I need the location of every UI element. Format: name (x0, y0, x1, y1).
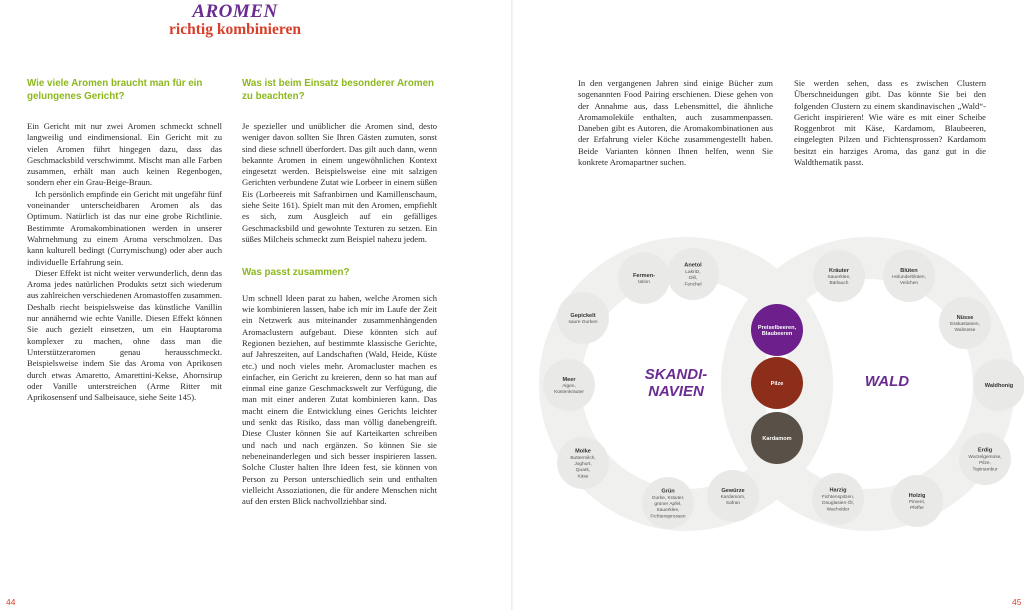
shared-node-preiselbeeren (751, 304, 803, 356)
cluster-node-right-harzig (812, 473, 864, 525)
cluster-node-right-holzig (891, 475, 943, 527)
paragraph: Sie werden sehen, dass es zwischen Clustern Überschneidungen gibt. Das könnte Sie bei den folgenden Clustern zu einem skandinavischen „Wald“-Gericht inspirieren! Wie wäre es mit einer Scheibe Roggenbrot mit Käse, Kardamom, Blaubeeren, eingelegten Pilzen und Fichtensprossen? Kardamom besitzt ein harziges Aroma, das ganz gut in die Waldthematik passt. (794, 78, 986, 168)
node-item: Wacholder (826, 507, 850, 513)
node-item: Bärlauch (829, 281, 849, 287)
forest-cluster-label: WALD (864, 373, 910, 390)
cluster-node-left-fermen (618, 252, 670, 304)
node-item: Käse (577, 474, 589, 480)
node-item: Safran (725, 501, 741, 507)
cluster-node-left-gew-rze (707, 470, 759, 522)
cluster-node-left-molke (557, 437, 609, 489)
cluster-label-line: SKANDI- (644, 366, 708, 383)
node-title: Grün (661, 488, 675, 495)
node-item: Pilze, (979, 461, 991, 467)
cluster-node-right-n-sse (939, 297, 991, 349)
node-title: Anetol (684, 262, 702, 269)
paragraph: Um schnell Ideen parat zu haben, welche Aromen sich wie kombinieren lassen, habe ich mir im Laufe der Zeit ein Netzwerk aus miteinander zusammenhängenden Aromaclustern aufgebaut. Diese könnten sich auf Regionen beziehen, auf bestimmte klassische Gerichte, auf Jahreszeiten, auf Landschaften (Wald, Heide, Küste etc.) und noch vieles mehr. Aromacluster machen es einfacher, ein Gericht zu kreieren, denn so hat man auf einmal eine ganze Geschmackswelt zur Verfügung, die man mit einer anderen Zutat kombinieren kann. Das macht einem die Entwicklung eines Gerichts leichter und senkt das Risiko, dass man völlig danebengreift. Diese Cluster können Sie auf Karteikarten schreiben und nach und nach ergänzen. So können Sie sie nebeneinanderlegen und sich besser inspirieren lassen. Solche Cluster halten Ihre Ideen fest, sie können von Person zu Person unterschiedlich sein und enthalten vielleicht Assoziationen, die für andere Menschen nicht auf den ersten Blick nachvollziehbar sind. (242, 292, 437, 507)
node-item: Fichtensprossen (650, 514, 686, 520)
node-item: Buttermilch, (570, 455, 596, 461)
node-title: Fermen- (632, 272, 656, 279)
node-item: Holunderblüten, (892, 275, 926, 280)
page-number-right: 45 (1012, 597, 1022, 607)
shared-node-label: Blaubeeren (761, 331, 793, 338)
node-title: Holzig (908, 492, 926, 499)
node-item: Topinambur (972, 467, 998, 473)
node-item: Quark, (575, 468, 591, 474)
node-item: Walnüsse (954, 328, 976, 334)
node-item: saure Gurken (568, 320, 598, 326)
node-item: Sauerklee, (827, 275, 851, 280)
node-item: Lakritz, (685, 269, 701, 275)
shared-node-label: Kardamom (762, 436, 792, 442)
paragraph: Dieser Effekt ist nicht weiter verwunderlich, denn das Aroma jedes natürlichen Produkts setzt sich wiederum aus zahlreichen verschiedenen Aromastoffen zusammen. Deshalb riecht beispielsweise das künstliche Vanillin nur annähernd wie echte Vanille. Diesen Effekt können Sie auch gezielt einsetzen, um ein Hauptaroma komplexer zu machen, ohne dass man die Unterstützeraromen genau herausschmeckt. Beispielsweise indem Sie das Aroma von Aprikosen durch etwas Amaretto, Amarettini-Kekse, Ahornsirup oder Vanille unterstreichen (Arme Ritter mit Aprikosensenf und Salbeisauce, siehe Seite 145). (27, 267, 222, 403)
page-title-line1: AROMEN (192, 1, 278, 22)
cluster-node-right-erdig (959, 433, 1011, 485)
node-item: Veilchen (899, 281, 919, 287)
cluster-node-right-kr-uter (813, 250, 865, 302)
node-item: Dill, (689, 276, 697, 282)
page-number-left: 44 (6, 597, 16, 607)
node-item: Sauerklee, (656, 508, 680, 514)
shared-node-label: Pilze (770, 381, 784, 387)
cluster-node-left-meer (543, 359, 595, 411)
node-item: Fichtenspitzen, (821, 494, 855, 500)
paragraph: In den vergangenen Jahren sind einige Bücher zum sogenannten Food Pairing erschienen. Diese gehen von der Annahme aus, dass Lebensmittel, die ähnliche Aromamoleküle enthalten, auch zusammenpassen. Daneben gibt es Autoren, die Aromakombinationen aus der Erfahrung vieler Köche zusammengestellt haben. Beide Varianten können Ihnen helfen, wenn Sie konkrete Aromapartner suchen. (578, 78, 773, 168)
cluster-label-line: NAVIEN (648, 383, 704, 400)
node-item: Douglasien-Öl, (822, 501, 854, 507)
page-title-line2: richtig kombinieren (169, 21, 301, 38)
node-item: Fenchel (684, 282, 702, 288)
node-item: Joghurt, (574, 462, 592, 467)
node-title: Kräuter (829, 267, 849, 274)
node-item: Kardamom, (720, 495, 746, 500)
node-item: Pfeffer (909, 506, 925, 512)
node-item: Piment, (908, 500, 926, 505)
node-item: Algen, (562, 384, 576, 389)
section-heading-what-fits: Was passt zusammen? (242, 267, 350, 279)
node-item: Gurke, Kräuter, (651, 495, 685, 501)
node-title: Molke (575, 448, 591, 455)
cluster-node-right-waldhonig (973, 359, 1024, 411)
node-item: Esskastanien, (950, 322, 980, 327)
shared-node-kardamom (751, 412, 803, 464)
node-title: Meer (562, 376, 576, 383)
shared-node-pilze (751, 357, 803, 409)
section-heading-aroma-count: Wie viele Aromen braucht man für ein gelungenes Gericht? (27, 78, 203, 102)
cluster-node-left-gepickelt (557, 292, 609, 344)
paragraph: Ich persönlich empfinde ein Gericht mit ungefähr fünf voneinander unterscheidbaren Aromen als das Optimum. Natürlich ist das nur eine grobe Richtlinie. Bestimmte Aromakombinationen werden in unserer Wahrnehmung zu einem Aroma verschmolzen. Das kann kulturell bedingt (Currymischung) oder aber auch individuelle Erfahrung sein. (27, 188, 222, 267)
node-title: Waldhonig (984, 383, 1014, 389)
section-heading-special-aromas: Was ist beim Einsatz besonderer Aromen zu beachten? (242, 78, 434, 102)
cluster-node-left-anetol (667, 248, 719, 300)
node-title: Nüsse (956, 314, 974, 321)
shared-node-label: Preiselbeeren, (757, 324, 797, 331)
paragraph: Je spezieller und unüblicher die Aromen sind, desto weniger davon sollten Sie Ihren Gästen zumuten, sonst sind diese schnell überfordert. Das gilt auch dann, wenn bekannte Aromen in einem ungewöhnlichen Kontext eingesetzt werden. Beispielsweise eine mit salzigen Gerichten verbundene Zutat wie Lorbeer in einem süßen Eis (Lorbeereis mit Safranbirnen und Kamillenschaum, siehe Seite 161). Spielt man mit den Aromen, empfiehlt es sich, zum Ausgleich auf ein gefälliges Geschmacksbild und gewohnte Texturen zu setzen. Ein süßes Milcheis schmeckt zum Beispiel nahezu jedem. (242, 121, 437, 244)
node-item: Küstenkräuter (554, 390, 584, 396)
node-item: tation (638, 280, 650, 286)
cluster-node-right-bl-ten (883, 250, 935, 302)
node-title: Gepickelt (570, 312, 596, 319)
node-title: Gewürze (721, 487, 745, 494)
paragraph: Ein Gericht mit nur zwei Aromen schmeckt schnell langweilig und eindimensional. Ein Gericht mit zu vielen Aromen führt hingegen dazu, dass das Geschmacksbild verschwimmt. Mischt man alle Farben zusammen, erhält man auch keinen Regenbogen, sondern eher ein Grau-Beige-Braun. (27, 121, 222, 188)
node-item: Wurzelgemüse, (968, 454, 1002, 460)
scandinavia-cluster-label (645, 366, 708, 400)
cluster-node-left-gr-n (642, 477, 694, 529)
node-item: grüner Apfel, (654, 502, 682, 507)
node-title: Blüten (900, 267, 918, 274)
node-title: Harzig (829, 487, 847, 494)
node-title: Erdig (977, 447, 993, 454)
